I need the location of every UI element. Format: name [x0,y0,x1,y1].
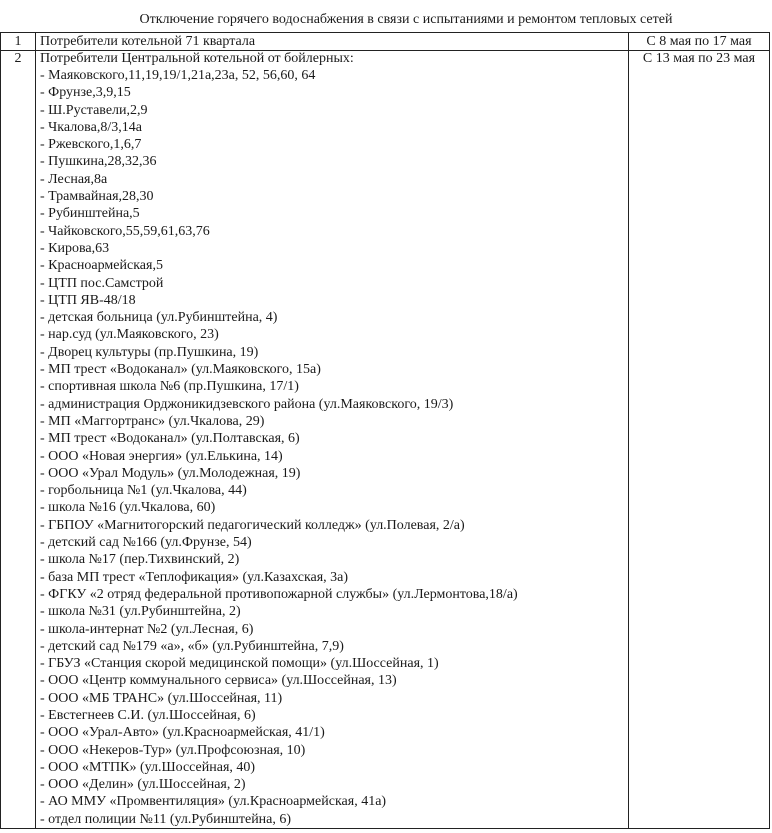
row-number: 1 [1,33,36,51]
list-item: - Дворец культуры (пр.Пушкина, 19) [40,344,259,360]
consumer-list [40,67,624,828]
consumers-cell: Потребители котельной 71 квартала [36,33,629,51]
list-item: - Маяковского,11,19,19/1,21а,23а, 52, 56,60, 64 [40,68,316,83]
list-item: - Лесная,8а [40,171,108,187]
list-item: - Ш.Руставели,2,9 [40,102,148,118]
list-item: - детский сад №166 (ул.Фрунзе, 54) [40,535,252,551]
list-item: - Красноармейская,5 [40,258,163,274]
list-item: - Трамвайная,28,30 [40,189,154,205]
list-item: - школа-интернат №2 (ул.Лесная, 6) [40,621,254,637]
list-item: - отдел полиции №11 (ул.Рубинштейна, 6) [40,811,292,827]
list-item: - ООО «Новая энергия» (ул.Елькина, 14) [40,448,283,464]
list-item: - ООО «МТПК» (ул.Шоссейная, 40) [40,759,256,775]
list-item: - ГБПОУ «Магнитогорский педагогический колледж» (ул.Полевая, 2/а) [40,517,465,533]
list-item: - ЦТП ЯВ-48/18 [40,292,136,308]
list-item: - школа №16 (ул.Чкалова, 60) [40,500,216,516]
list-item: - Фрунзе,3,9,15 [40,85,131,101]
list-item: - МП трест «Водоканал» (ул.Маяковского, 15а) [40,362,321,378]
list-item: - ООО «Делин» (ул.Шоссейная, 2) [40,777,246,793]
table-row [1,33,770,51]
list-item: - ООО «Урал Модуль» (ул.Молодежная, 19) [40,465,301,481]
list-item: - школа №17 (пер.Тихвинский, 2) [40,552,240,568]
period-cell: С 8 мая по 17 мая [629,33,770,51]
row-number: 2 [1,51,36,829]
list-item: - школа №31 (ул.Рубинштейна, 2) [40,604,241,620]
list-item: - ГБУЗ «Станция скорой медицинской помощи» (ул.Шоссейная, 1) [40,656,439,672]
list-item: - ООО «МБ ТРАНС» (ул.Шоссейная, 11) [40,690,283,706]
list-item: - горбольница №1 (ул.Чкалова, 44) [40,483,247,499]
list-item: - ООО «Центр коммунального сервиса» (ул.Шоссейная, 13) [40,673,397,689]
list-item: - Кирова,63 [40,240,110,256]
list-item: - ЦТП пос.Самстрой [40,275,164,291]
outage-table [0,32,770,829]
list-item: - Пушкина,28,32,36 [40,154,157,170]
list-item: - МП «Маггортранс» (ул.Чкалова, 29) [40,413,265,429]
list-item: - Ржевского,1,6,7 [40,137,142,153]
list-item: - детский сад №179 «а», «б» (ул.Рубинштейна, 7,9) [40,638,344,654]
list-item: - ООО «Урал-Авто» (ул.Красноармейская, 41/1) [40,725,325,741]
list-item: - спортивная школа №6 (пр.Пушкина, 17/1) [40,379,299,395]
document-title: Отключение горячего водоснабжения в связи с испытаниями и ремонтом тепловых сетей [139,12,673,27]
list-item: - АО ММУ «Промвентиляция» (ул.Красноармейская, 41а) [40,794,387,810]
consumers-cell [36,51,629,829]
list-item: - детская больница (ул.Рубинштейна, 4) [40,310,278,326]
list-item: - администрация Орджоникидзевского района (ул.Маяковского, 19/3) [40,396,454,412]
list-item: - Чайковского,55,59,61,63,76 [40,223,210,239]
list-item: - Рубинштейна,5 [40,206,140,222]
list-item: - Евстегнеев С.И. (ул.Шоссейная, 6) [40,707,256,723]
table-row [1,51,770,829]
period-cell: С 13 мая по 23 мая [629,51,770,829]
list-item: - Чкалова,8/3,14а [40,119,142,135]
consumers-heading: Потребители Центральной котельной от бойлерных: [40,51,354,66]
list-item: - нар.суд (ул.Маяковского, 23) [40,327,219,343]
list-item: - МП трест «Водоканал» (ул.Полтавская, 6) [40,431,300,447]
list-item: - ФГКУ «2 отряд федеральной противопожарной службы» (ул.Лермонтова,18/а) [40,586,518,602]
list-item: - ООО «Некеров-Тур» (ул.Профсоюзная, 10) [40,742,306,758]
list-item: - база МП трест «Теплофикация» (ул.Казахская, 3а) [40,569,349,585]
